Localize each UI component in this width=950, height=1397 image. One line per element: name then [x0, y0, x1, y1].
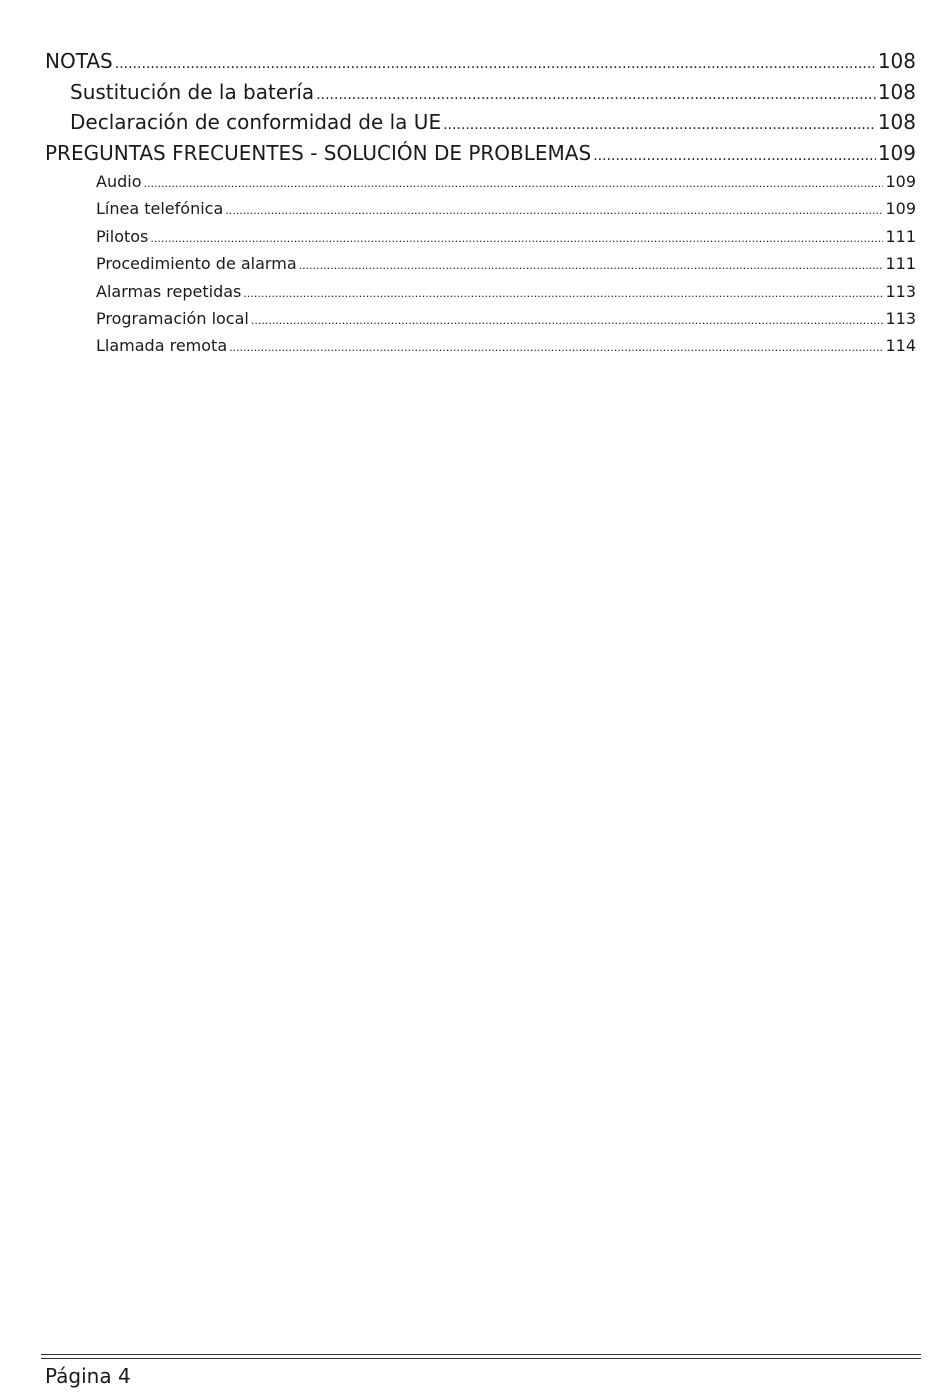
dot-leader	[299, 252, 884, 279]
toc-entry-procedimiento-alarma[interactable]	[45, 250, 916, 277]
dot-leader	[243, 280, 883, 307]
dot-leader	[150, 225, 883, 252]
dot-leader	[316, 80, 876, 111]
toc-entry-programacion-local[interactable]	[45, 305, 916, 332]
toc-entry-title: Línea telefónica	[96, 199, 224, 219]
toc-entry-page: 109	[877, 140, 916, 165]
toc-entry-page: 108	[877, 49, 916, 73]
toc-entry-page: 111	[885, 254, 916, 274]
dot-leader	[443, 110, 876, 141]
toc-entry-title: Llamada remota	[96, 336, 228, 356]
toc-entry-page: 108	[877, 110, 916, 134]
dot-leader	[143, 170, 883, 197]
dot-leader	[593, 141, 876, 172]
toc-entry-page: 109	[885, 199, 916, 219]
dot-leader	[115, 49, 876, 80]
toc-entry-title: Procedimiento de alarma	[96, 254, 297, 274]
toc-entry-notas[interactable]	[45, 46, 916, 77]
table-of-contents	[45, 46, 916, 360]
toc-entry-title: Declaración de conformidad de la UE	[70, 110, 442, 134]
toc-entry-audio[interactable]	[45, 168, 916, 195]
toc-entry-title: Audio	[96, 172, 142, 191]
dot-leader	[251, 307, 884, 334]
footer-divider-secondary	[41, 1358, 921, 1359]
toc-entry-title: Pilotos	[96, 226, 149, 246]
toc-entry-title: Programación local	[96, 308, 249, 328]
toc-entry-page: 113	[885, 308, 916, 328]
dot-leader	[229, 334, 883, 361]
toc-entry-page: 114	[885, 336, 916, 356]
toc-entry-page: 111	[885, 226, 916, 246]
toc-entry-page: 108	[877, 79, 916, 104]
toc-entry-title: NOTAS	[45, 49, 113, 73]
toc-entry-title: PREGUNTAS FRECUENTES - SOLUCIÓN DE PROBLEMAS	[45, 140, 592, 165]
toc-entry-title: Alarmas repetidas	[96, 281, 242, 301]
toc-entry-linea-telefonica[interactable]	[45, 195, 916, 222]
toc-entry-llamada-remota[interactable]	[45, 332, 916, 359]
page-number: Página 4	[45, 1364, 131, 1388]
footer-divider	[41, 1354, 921, 1355]
toc-entry-pilotos[interactable]	[45, 223, 916, 250]
toc-entry-title: Sustitución de la batería	[70, 79, 315, 104]
toc-entry-page: 113	[885, 281, 916, 301]
toc-entry-declaracion-conformidad[interactable]	[45, 107, 916, 138]
dot-leader	[225, 197, 883, 224]
toc-entry-page: 109	[885, 172, 916, 191]
toc-entry-preguntas-frecuentes[interactable]	[45, 138, 916, 169]
toc-entry-sustitucion-bateria[interactable]	[45, 77, 916, 108]
toc-entry-alarmas-repetidas[interactable]	[45, 278, 916, 305]
